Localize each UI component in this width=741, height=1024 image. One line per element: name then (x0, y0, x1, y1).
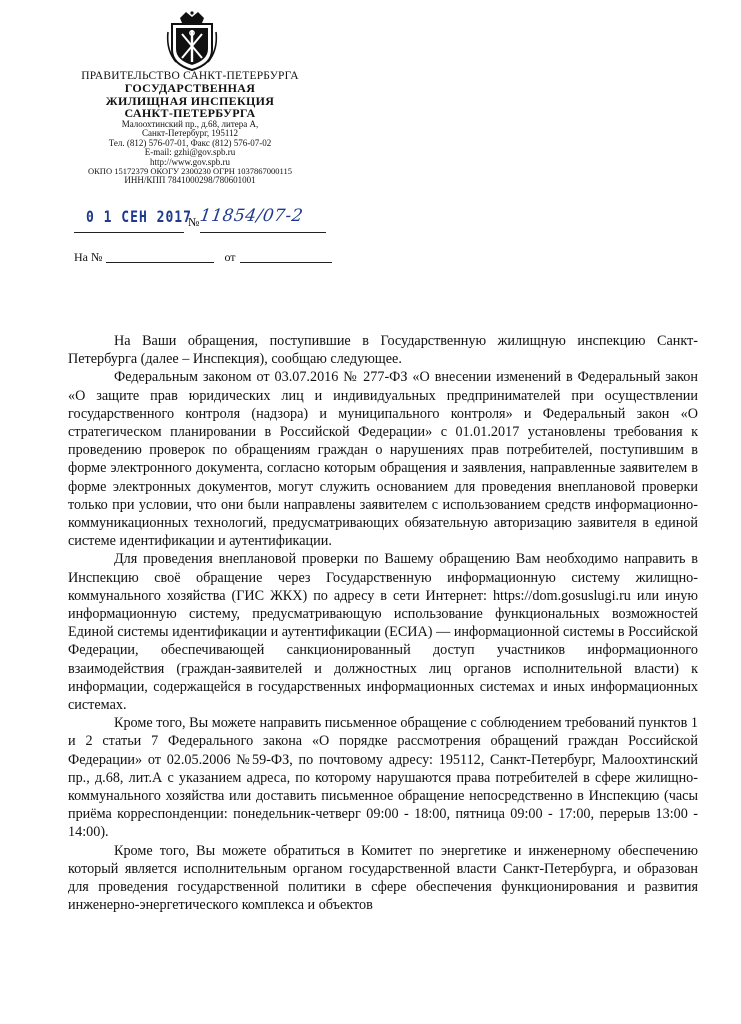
paragraph-4: Кроме того, Вы можете направить письменное обращение с соблюдением требований пунктов 1 и 2 статьи 7 Федерального закона «О порядке рассмотрения обращений граждан Российской Федерации» от 02.05.2006 №59-ФЗ, по почтовому адресу: 195112, Санкт-Петербург, Малоохтинский пр., д.68, лит.А с указанием адреса, по которому нарушаются права потребителей в сфере жилищно-коммунального хозяйства или доставить письменное обращение непосредственно в Инспекцию (часы приёма корреспонденции: понедельник-четверг 09:00 - 18:00, пятница 09:00 - 17:00, перерыв 13:00 - 14:00). (68, 715, 698, 841)
coat-of-arms-icon (166, 10, 218, 72)
registry-ids: ОКПО 15172379 ОКОГУ 2300230 ОГРН 1037867000115 (88, 166, 292, 177)
address-line2: Санкт-Петербург, 195112 (142, 128, 238, 139)
agency-name-line3: САНКТ-ПЕТЕРБУРГА (124, 106, 256, 121)
letterhead (60, 70, 320, 185)
date-stamp: 0 1 СЕН 2017 (86, 208, 192, 227)
paragraph-1: На Ваши обращения, поступившие в Государственную жилищную инспекцию Санкт-Петербурга (далее – Инспекция), сообщаю следующее. (68, 333, 698, 368)
paragraph-2: Федеральным законом от 03.07.2016 № 277-ФЗ «О внесении изменений в Федеральный закон «О защите прав юридических лиц и индивидуальных предпринимателей при осуществлении государственного контроля (надзора) и муниципального контроля» и Федеральный закон «О стратегическом планировании в Российской Федерации» с 01.01.2017 установлены требования к проведению проверок по обращениям граждан о нарушениях прав потребителей, поступившим в форме электронного документа, согласно которым обращения и заявления, направленные заявителем в форме электронных документов, могут служить основанием для проведения внеплановой проверки только при условии, что они были направлены заявителем с использованием средств информационно-коммуникационных технологий, предусматривающих обязательную авторизацию заявителя в единой системе идентификации и аутентификации. (68, 369, 698, 550)
number-sign: № (188, 215, 200, 229)
reference-from-label: от (224, 250, 236, 264)
phone-fax: Тел. (812) 576-07-01, Факс (812) 576-07-02 (108, 137, 272, 148)
paragraph-3: Для проведения внеплановой проверки по Вашему обращению Вам необходимо направить в Инспекцию своё обращение через Государственную информационную систему жилищно-коммунального хозяйства (ГИС ЖКХ) по адресу в сети Интернет: https://dom.gosuslugi.ru или иную информационную систему, предусматривающую использование функциональных возможностей Единой системы идентификации и аутентификации (ЕСИА) — информационной системы в Российской Федерации, обеспечивающей санкционированный доступ участников информационного взаимодействия (граждан-заявителей и должностных лиц органов исполнительной власти) к информации, содержащейся в государственных информационных системах и иных информационных системах. (68, 551, 698, 714)
handwritten-number: 11854/07-2 (198, 206, 305, 226)
letter-body (68, 332, 698, 915)
inn-kpp: ИНН/КПП 7841000298/780601001 (124, 174, 256, 185)
reference-from-blank (240, 262, 332, 263)
agency-name-line2: ЖИЛИЩНАЯ ИНСПЕКЦИЯ (105, 93, 275, 108)
reference-no-blank (106, 262, 214, 263)
reference-row (74, 250, 332, 265)
reference-no-label: На № (74, 250, 103, 264)
address-line1: Малоохтинский пр., д.68, литера А, (121, 118, 259, 129)
website: http://www.gov.spb.ru (149, 156, 231, 167)
email: E-mail: gzhi@gov.spb.ru (144, 147, 236, 158)
agency-name-line1: ГОСУДАРСТВЕННАЯ (124, 81, 256, 96)
paragraph-5: Кроме того, Вы можете обратиться в Комитет по энергетике и инженерному обеспечению который является исполнительным органом государственной власти Санкт-Петербурга, и образован для проведения государственной политики в сфере обеспечения функционирования и развития инженерно-энергетического комплекса и объектов (68, 842, 698, 914)
government-name: ПРАВИТЕЛЬСТВО САНКТ-ПЕТЕРБУРГА (81, 70, 299, 82)
